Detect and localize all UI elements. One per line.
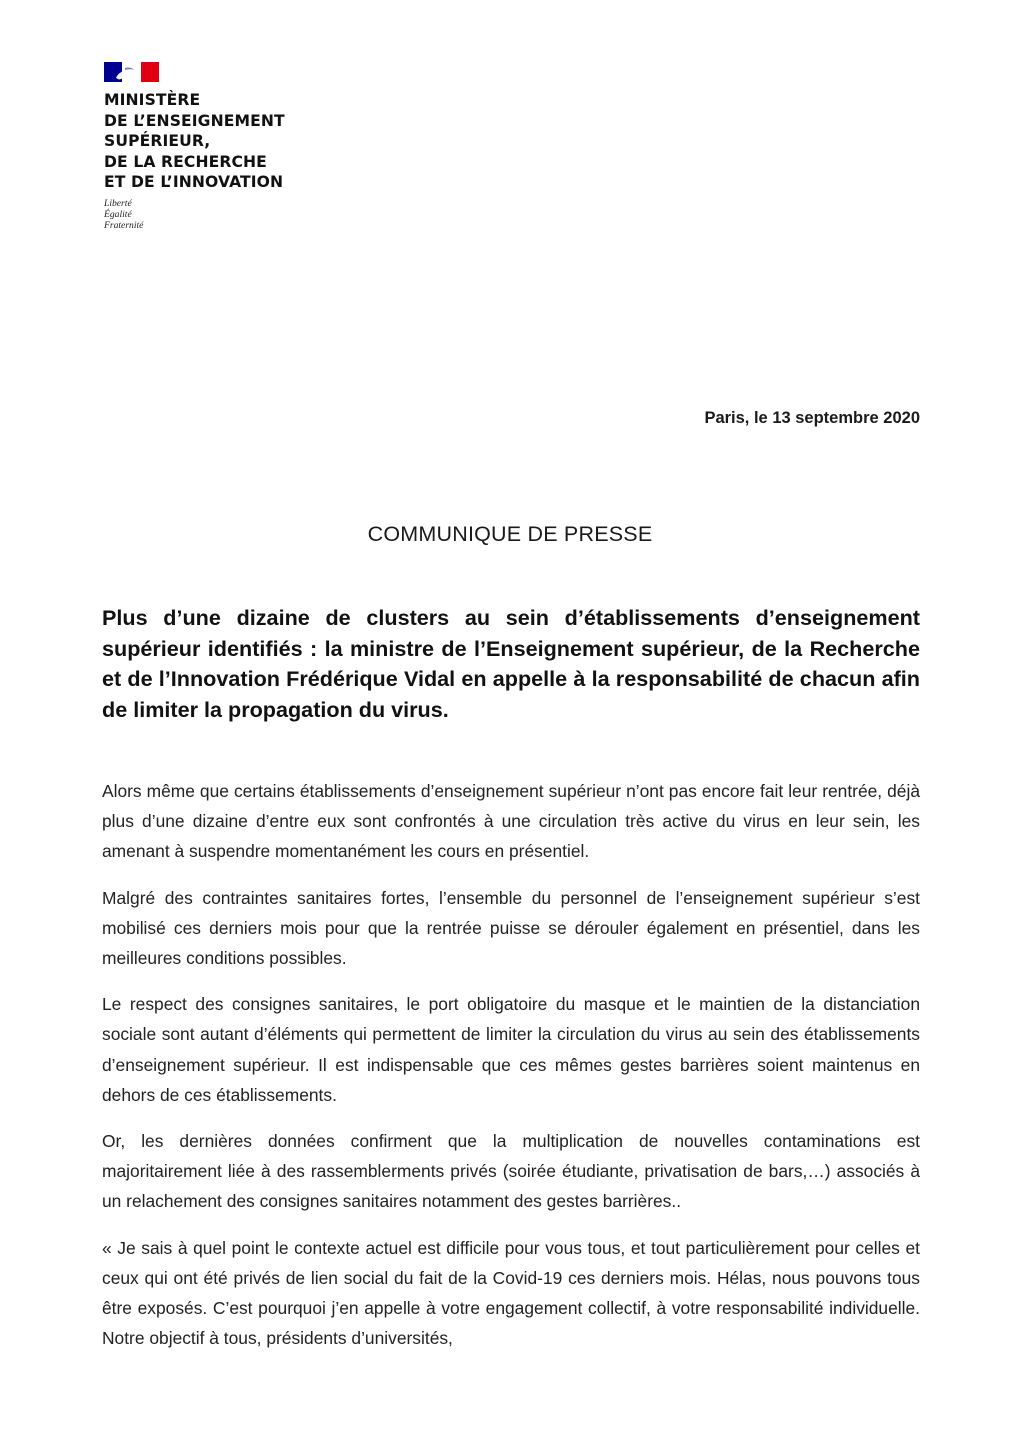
marianne-flag-icon [104, 62, 159, 82]
republic-motto [104, 198, 364, 231]
ministry-line: DE L’ENSEIGNEMENT [104, 111, 285, 130]
body-text [102, 776, 920, 1369]
ministry-line: SUPÉRIEUR, [104, 132, 211, 150]
ministry-name [104, 90, 364, 193]
motto-line: Liberté [104, 197, 132, 209]
document-type-title: COMMUNIQUE DE PRESSE [367, 522, 653, 546]
motto-line: Fraternité [104, 219, 144, 231]
paragraph: Le respect des consignes sanitaires, le port obligatoire du masque et le maintien de la distanciation sociale sont autant d’éléments qui permettent de limiter la circulation du virus au sein des établissements d’enseignement supérieur. Il est indispensable que ces mêmes gestes barrières soient maintenus en dehors de ces établissements. [102, 994, 920, 1105]
paragraph: « Je sais à quel point le contexte actuel est difficile pour vous tous, et tout particulièrement pour celles et ceux qui ont été privés de lien social du fait de la Covid-19 ces derniers mois. Hélas, nous pouvons tous être exposés. C’est pourquoi j’en appelle à votre engagement collectif, à votre responsabilité individuelle. Notre objectif à tous, présidents d’universités, [102, 1237, 920, 1349]
paragraph: Or, les dernières données confirment que la multiplication de nouvelles contaminations est majoritairement liée à des rassemblerments privés (soirée étudiante, privatisation de bars,…) associés à un relachement des consignes sanitaires notamment des gestes barrières.. [102, 1131, 920, 1212]
paragraph: Malgré des contraintes sanitaires fortes, l’ensemble du personnel de l’enseignement supérieur s’est mobilisé ces derniers mois pour que la rentrée puisse se dérouler également en présentiel, dans les meilleures conditions possibles. [102, 887, 920, 969]
motto-line: Égalité [104, 208, 132, 220]
ministry-line: MINISTÈRE [104, 91, 201, 109]
ministry-line: DE LA RECHERCHE [104, 152, 267, 171]
ministry-line: ET DE L’INNOVATION [104, 173, 284, 191]
paragraph: Alors même que certains établissements d’enseignement supérieur n’ont pas encore fait leur rentrée, déjà plus d’une dizaine d’entre eux sont confrontés à une circulation très active du virus en leur sein, les amenant à suspendre momentanément les cours en présentiel. [102, 781, 920, 862]
headline: Plus d’une dizaine de clusters au sein d’établissements d’enseignement supérieur identifiés : la ministre de l’Enseignement supérieur, de la Recherche et de l’Innovation Frédérique Vidal en appelle à la responsabilité de chacun afin de limiter la propagation du virus. [102, 605, 920, 722]
ministry-logo [104, 62, 364, 231]
date-line: Paris, le 13 septembre 2020 [704, 409, 920, 427]
